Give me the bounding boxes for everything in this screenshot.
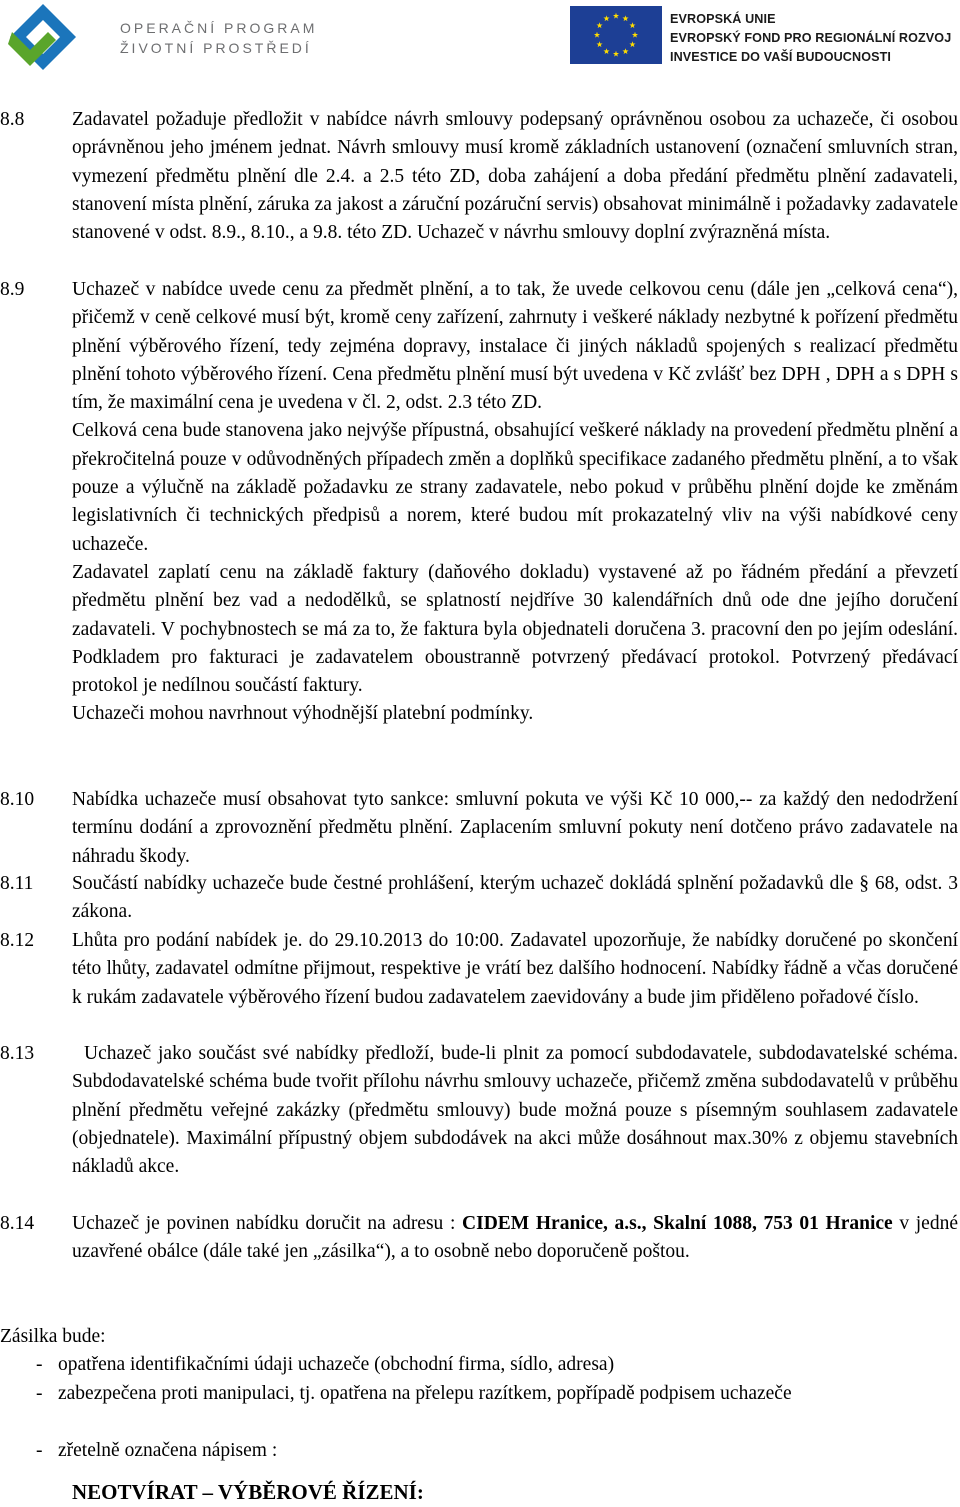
paragraph	[72, 1210, 958, 1267]
package-heading: Zásilka bude:	[0, 1326, 106, 1347]
eu-flag-icon	[570, 6, 662, 64]
section-text	[72, 276, 958, 729]
section-number: 8.10	[0, 789, 35, 810]
section-number: 8.11	[0, 873, 34, 894]
paragraph: Uchazeč v nabídce uvede cenu za předmět plnění, a to tak, že uvede celkovou cenu (dále jen „celková cena“), přičemž v ceně celkové musí být, kromě ceny zařízení, zahrnuty i veškeré náklady nezbytné k pořízení předmětu plnění výběrového řízení, tedy zejména dopravy, instalace či jiných nákladů spojených s realizací předmětu plnění tohoto výběrového řízení. Cena předmětu plnění musí být uvedena v Kč zvlášť bez DPH , DPH a s DPH s tím, že maximální cena je uvedena v čl. 2, odst. 2.3 této ZD.	[72, 279, 958, 414]
package-item: opatřena identifikačními údaji uchazeče (obchodní firma, sídlo, adresa)	[58, 1354, 615, 1375]
paragraph: Celková cena bude stanovena jako nejvýše přípustná, obsahující veškeré náklady na provedení předmětu plnění a překročitelná pouze v odůvodněných případech změn a doplňků specifikace zadaného předmětu plnění, a to však pouze a výlučně na základě požadavku ze strany zadavatele, nebo pokud v průběhu plnění dojde ke změnám legislativních či technických předpisů a norem, které budou mít prokazatelný vliv na výši nabídkové ceny uchazeče.	[72, 420, 958, 555]
section-text	[72, 1210, 958, 1267]
eu-line2: EVROPSKÝ FOND PRO REGIONÁLNÍ ROZVOJ	[670, 31, 952, 45]
package-item: zabezpečena proti manipulaci, tj. opatřena na přelepu razítkem, popřípadě podpisem uchazeče	[58, 1383, 792, 1404]
text-before-address: Uchazeč je povinen nabídku doručit na adresu :	[72, 1213, 463, 1234]
delivery-address: CIDEM Hranice, a.s., Skalní 1088, 753 01 Hranice	[462, 1213, 893, 1234]
section-text	[72, 786, 958, 871]
op-logo-line1: OPERAČNÍ PROGRAM	[120, 20, 318, 36]
paragraph: Nabídka uchazeče musí obsahovat tyto sankce: smluvní pokuta ve výši Kč 10 000,-- za každý den nedodržení termínu dodání a zprovoznění předmětu plnění. Zaplacením smluvní pokuty není dotčeno právo zadavatele na náhradu škody.	[72, 789, 958, 867]
paragraph: Součástí nabídky uchazeče bude čestné prohlášení, kterým uchazeč dokládá splnění požadavků dle § 68, odst. 3 zákona.	[72, 873, 958, 923]
section-number: 8.9	[0, 279, 25, 300]
paragraph: Lhůta pro podání nabídek je. do 29.10.2013 do 10:00. Zadavatel upozorňuje, že nabídky doručené po skončení této lhůty, zadavatel odmítne přijmout, respektive je vrátí bez dalšího hodnocení. Nabídky řádně a včas doručené k rukám zadavatele výběrového řízení budou zadavatelem zaevidovány a bude jim přiděleno pořadové číslo.	[72, 930, 958, 1008]
bullet-dash: -	[36, 1440, 43, 1461]
paragraph: Zadavatel zaplatí cenu na základě faktury (daňového dokladu) vystavené až po řádném předání a převzetí předmětu plnění bez vad a nedodělků, se splatností nejdříve 30 kalendářních dnů ode dne jejího doručení zadavateli. V pochybnostech se má za to, že faktura byla objednateli doručena 3. pracovní den po jejím odeslání. Podkladem pro fakturaci je zadavatelem oboustranně potvrzený předávací protokol. Potvrzený předávací protokol je nedílnou součástí faktury.	[72, 561, 958, 697]
op-zp-logo-text	[120, 18, 317, 58]
section-text	[72, 870, 958, 927]
bullet-dash: -	[36, 1354, 43, 1375]
envelope-label: NEOTVÍRAT – VÝBĚROVÉ ŘÍZENÍ:	[72, 1480, 424, 1504]
eu-logo-text	[670, 10, 951, 67]
eu-line3: INVESTICE DO VAŠÍ BUDOUCNOSTI	[670, 50, 891, 64]
paragraph: Zadavatel požaduje předložit v nabídce návrh smlouvy podepsaný oprávněnou osobou za uchazeče, či osobou oprávněnou jeho jménem jednat. Návrh smlouvy musí kromě základních ustanovení (označení smluvních stran, vymezení předmětu plnění dle 2.4. a 2.5 této ZD, doba zahájení a doba předání předmětu plnění zadavateli, stanovení místa plnění, záruka za jakost a záruční pozáruční servis) obsahovat minimálně i požadavky zadavatele stanovené v odst. 8.9., 8.10., a 9.8. této ZD. Uchazeč v návrhu smlouvy doplní zvýrazněná místa.	[72, 109, 958, 244]
section-text	[72, 106, 958, 247]
package-item: zřetelně označena nápisem :	[58, 1440, 278, 1461]
section-text	[72, 1040, 958, 1181]
paragraph: Uchazeč jako součást své nabídky předloží, bude-li plnit za pomocí subdodavatele, subdodavatelské schéma. Subdodavatelské schéma bude tvořit přílohu návrhu smlouvy uchazeče, přičemž změna subdodavatelů v průběhu plnění předmětu veřejné zakázky (předmětu smlouvy) bude možná pouze s písemným souhlasem zadavatele (objednatele). Maximální přípustný objem subdodávek na akci může dosáhnout max.30% z objemu stavebních nákladů akce.	[72, 1043, 958, 1178]
paragraph: Uchazeči mohou navrhnout výhodnější platební podmínky.	[72, 703, 534, 725]
section-number: 8.8	[0, 109, 25, 130]
section-number: 8.12	[0, 930, 35, 951]
section-number: 8.13	[0, 1043, 35, 1064]
section-text	[72, 927, 958, 1012]
op-logo-line2: ŽIVOTNÍ PROSTŘEDÍ	[120, 40, 312, 56]
header	[0, 0, 960, 78]
op-zp-logo-icon	[8, 2, 78, 72]
bullet-dash: -	[36, 1383, 43, 1404]
text-after-address: v jedné uzavřené obálce (dále také jen „zásilka“), a to osobně nebo doporučeně poštou.	[72, 1213, 958, 1263]
eu-line1: EVROPSKÁ UNIE	[670, 12, 776, 26]
section-number: 8.14	[0, 1213, 35, 1234]
